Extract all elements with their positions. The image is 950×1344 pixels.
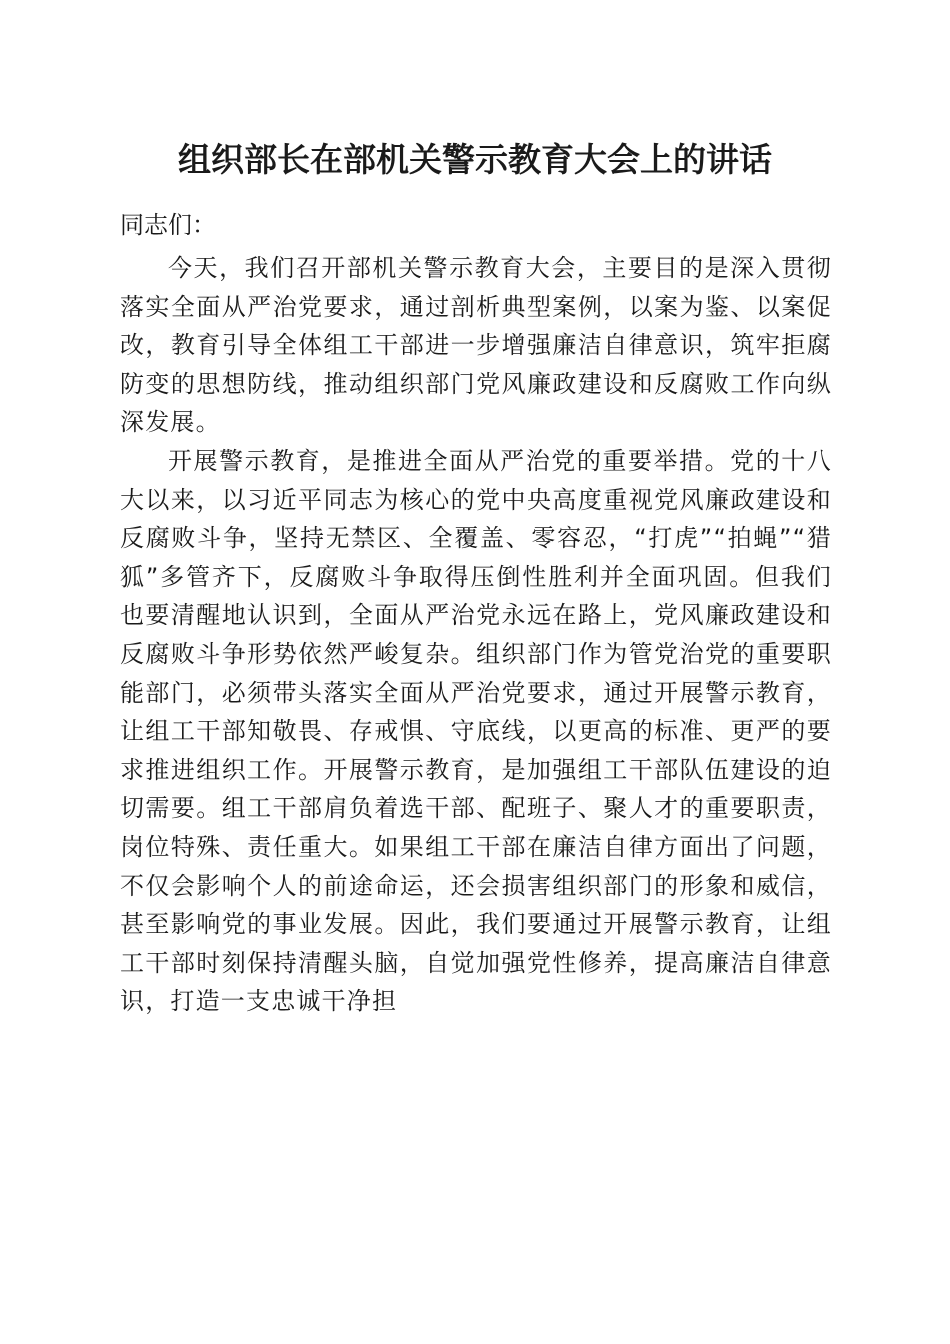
- document-body: [120, 205, 832, 1021]
- salutation: 同志们：: [120, 211, 216, 239]
- paragraph-1: 今天，我们召开部机关警示教育大会，主要目的是深入贯彻落实全面从严治党要求，通过剖析典型案例，以案为鉴、以案促改，教育引导全体组工干部进一步增强廉洁自律意识，筑牢拒腐防变的思想防线，推动组织部门党风廉政建设和反腐败工作向纵深发展。: [120, 254, 832, 437]
- document-title: 组织部长在部机关警示教育大会上的讲话: [178, 140, 772, 179]
- paragraph-2: 开展警示教育，是推进全面从严治党的重要举措。党的十八大以来，以习近平同志为核心的党中央高度重视党风廉政建设和反腐败斗争，坚持无禁区、全覆盖、零容忍，“打虎”“拍蝇”“猎狐”多管齐下，反腐败斗争取得压倒性胜利并全面巩固。但我们也要清醒地认识到，全面从严治党永远在路上，党风廉政建设和反腐败斗争形势依然严峻复杂。组织部门作为管党治党的重要职能部门，必须带头落实全面从严治党要求，通过开展警示教育，让组工干部知敬畏、存戒惧、守底线，以更高的标准、更严的要求推进组织工作。开展警示教育，是加强组工干部队伍建设的迫切需要。组工干部肩负着选干部、配班子、聚人才的重要职责，岗位特殊、责任重大。如果组工干部在廉洁自律方面出了问题，不仅会影响个人的前途命运，还会损害组织部门的形象和威信，甚至影响党的事业发展。因此，我们要通过开展警示教育，让组工干部时刻保持清醒头脑，自觉加强党性修养，提高廉洁自律意识，打造一支忠诚干净担: [120, 446, 832, 1016]
